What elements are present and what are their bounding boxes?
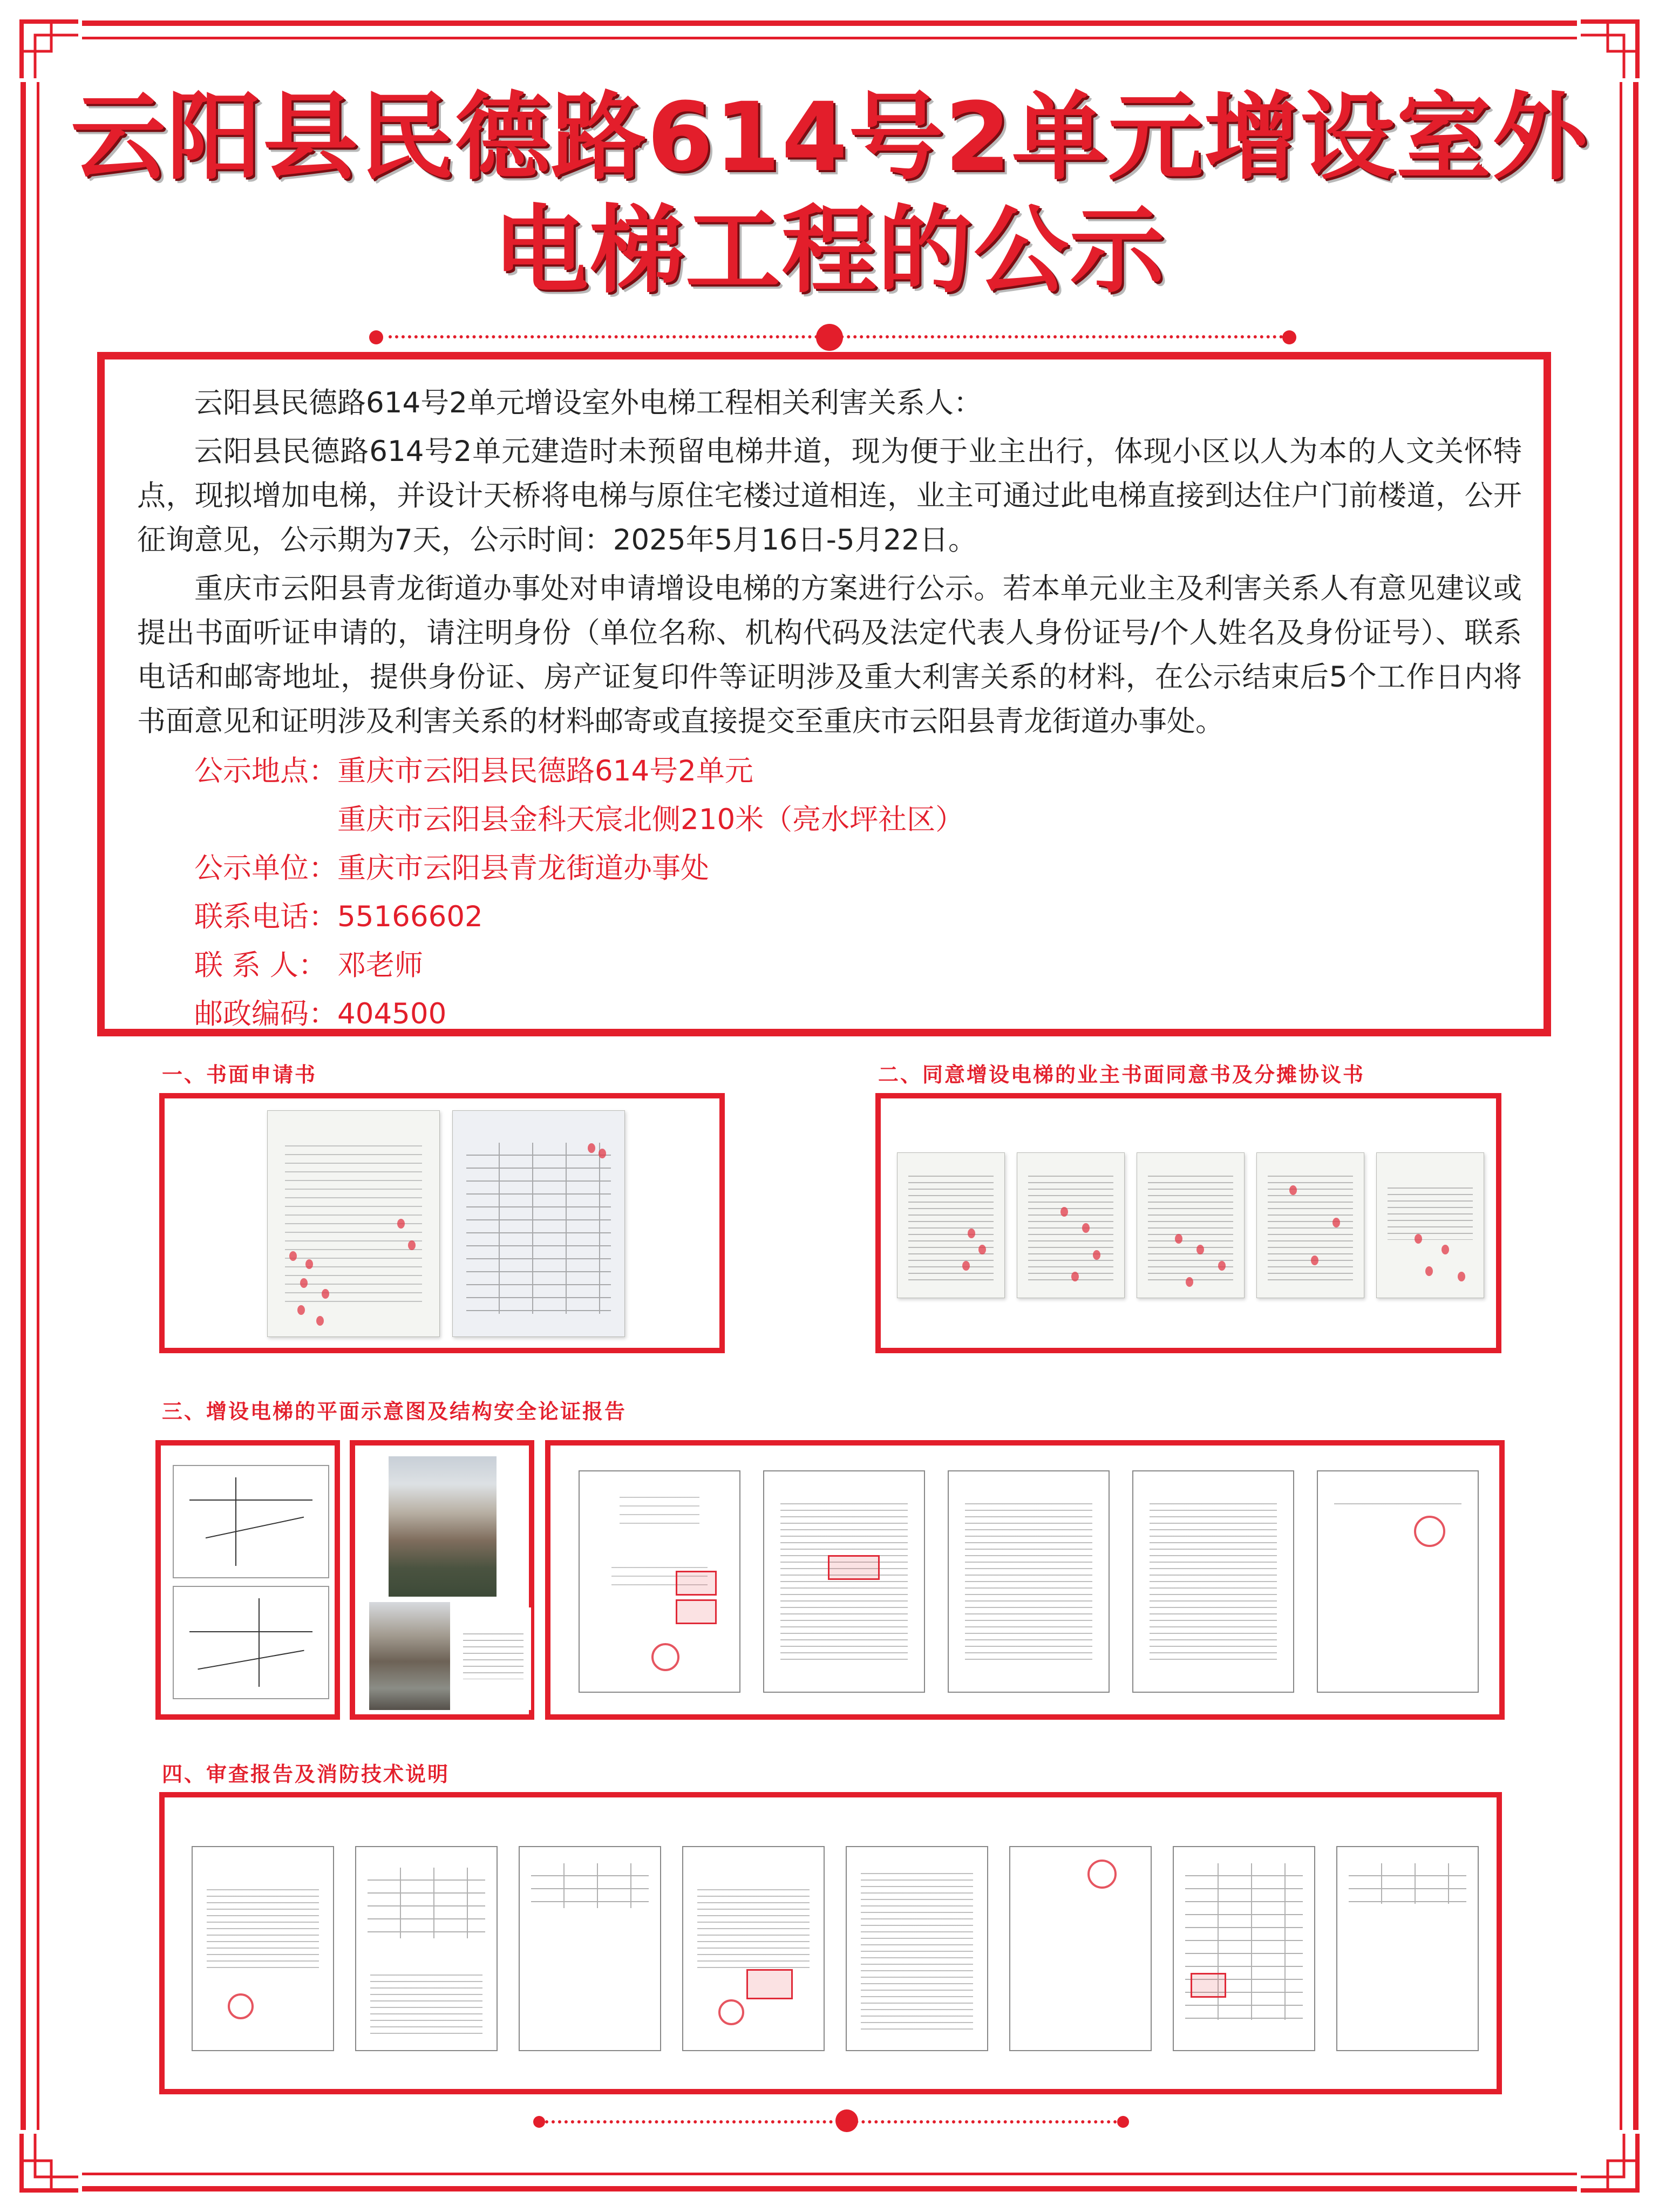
info-row-phone — [194, 893, 1522, 941]
info-label: 公示地点： — [194, 755, 337, 788]
info-label: 邮政编码： — [194, 998, 337, 1030]
section-box-application — [159, 1093, 725, 1353]
section-box-floor-plan — [155, 1440, 340, 1720]
fire-tech-page-3 — [1173, 1846, 1315, 2051]
info-value: 邓老师 — [337, 949, 423, 982]
info-value: 55166602 — [337, 900, 483, 933]
review-certificate-1 — [192, 1846, 334, 2051]
info-label: 联 系 人： — [194, 949, 327, 982]
notice-paragraph-1: 云阳县民德路614号2单元建造时未预留电梯井道，现为便于业主出行，体现小区以人为本的人文关怀特点，现拟增加电梯，并设计天桥将电梯与原住宅楼过道相连，业主可通过此电梯直接到达住户门前楼道，公开征询意见，公示期为7天，公示时间：2025年5月16日-5月22日。 — [137, 435, 1522, 557]
fire-tech-page-1 — [846, 1846, 988, 2051]
corner-ornament-tr — [1581, 19, 1640, 78]
info-value: 重庆市云阳县青龙街道办事处 — [337, 852, 709, 885]
info-label: 公示单位： — [194, 852, 337, 885]
review-certificate-2 — [682, 1846, 825, 2051]
section-box-review-fire — [159, 1792, 1502, 2094]
floor-plan-1 — [173, 1465, 329, 1578]
site-photo-street — [369, 1602, 450, 1710]
divider-dot-left — [369, 330, 383, 344]
bottom-dot-right — [1117, 2116, 1129, 2128]
floor-plan-2 — [173, 1586, 329, 1699]
section-title-plan-report: 三、增设电梯的平面示意图及结构安全论证报告 — [162, 1400, 627, 1423]
report-page-2 — [763, 1470, 925, 1693]
notice-info-list — [137, 747, 1522, 1039]
divider-dot-right — [1282, 330, 1296, 344]
page-title-line1: 云阳县民德路614号2单元增设室外 — [71, 82, 1588, 193]
info-value: 重庆市云阳县金科天宸北侧210米（亮水坪社区） — [337, 803, 964, 836]
notice-salutation: 云阳县民德路614号2单元增设室外电梯工程相关利害关系人： — [194, 386, 982, 419]
info-row-unit — [194, 844, 1522, 893]
page-title-line2: 电梯工程的公示 — [493, 195, 1166, 306]
notice-box — [97, 352, 1551, 1036]
section-title-consent: 二、同意增设电梯的业主书面同意书及分摊协议书 — [878, 1063, 1365, 1087]
review-table-1 — [355, 1846, 498, 2051]
info-value: 重庆市云阳县民德路614号2单元 — [337, 755, 753, 788]
corner-ornament-tl — [19, 19, 78, 78]
application-table-photo — [452, 1110, 625, 1337]
fire-tech-page-2 — [1009, 1846, 1152, 2051]
bottom-dot-center — [835, 2109, 858, 2132]
report-cover-page — [579, 1470, 740, 1693]
site-photo-legend — [455, 1607, 531, 1710]
corner-ornament-br — [1581, 2134, 1640, 2193]
info-label: 联系电话： — [194, 900, 337, 933]
info-row-contact — [194, 941, 1522, 990]
section-box-safety-report — [545, 1440, 1505, 1720]
bottom-divider — [545, 2120, 1117, 2123]
review-table-2 — [519, 1846, 661, 2051]
consent-doc-3 — [1137, 1152, 1245, 1298]
consent-doc-2 — [1017, 1152, 1125, 1298]
corner-ornament-bl — [19, 2134, 78, 2193]
report-page-4 — [1132, 1470, 1294, 1693]
section-box-site-photos — [350, 1440, 534, 1720]
info-row-postcode — [194, 990, 1522, 1039]
section-title-application: 一、书面申请书 — [162, 1063, 317, 1087]
notice-paragraph-2: 重庆市云阳县青龙街道办事处对申请增设电梯的方案进行公示。若本单元业主及利害关系人有意见建议或提出书面听证申请的，请注明身份（单位名称、机构代码及法定代表人身份证号/个人姓名及身份证号）、联系电话和邮寄地址，提供身份证、房产证复印件等证明涉及重大利害关系的材料，在公示结束后5个工作日内将书面意见和证明涉及利害关系的材料邮寄或直接提交至重庆市云阳县青龙街道办事处。 — [137, 572, 1522, 738]
application-form-photo — [267, 1110, 440, 1337]
fire-tech-page-4 — [1336, 1846, 1479, 2051]
section-box-consent — [875, 1093, 1501, 1353]
site-photo-building — [389, 1456, 497, 1597]
consent-doc-1 — [897, 1152, 1005, 1298]
bottom-dot-left — [533, 2116, 545, 2128]
section-title-review-fire: 四、审查报告及消防技术说明 — [162, 1762, 450, 1786]
consent-doc-4 — [1256, 1152, 1364, 1298]
info-value: 404500 — [337, 998, 447, 1030]
report-page-5 — [1317, 1470, 1479, 1693]
report-page-3 — [948, 1470, 1110, 1693]
info-row-location-2 — [194, 796, 1522, 844]
consent-doc-5 — [1376, 1152, 1484, 1298]
divider-dot-center — [816, 324, 843, 351]
info-row-location — [194, 747, 1522, 796]
